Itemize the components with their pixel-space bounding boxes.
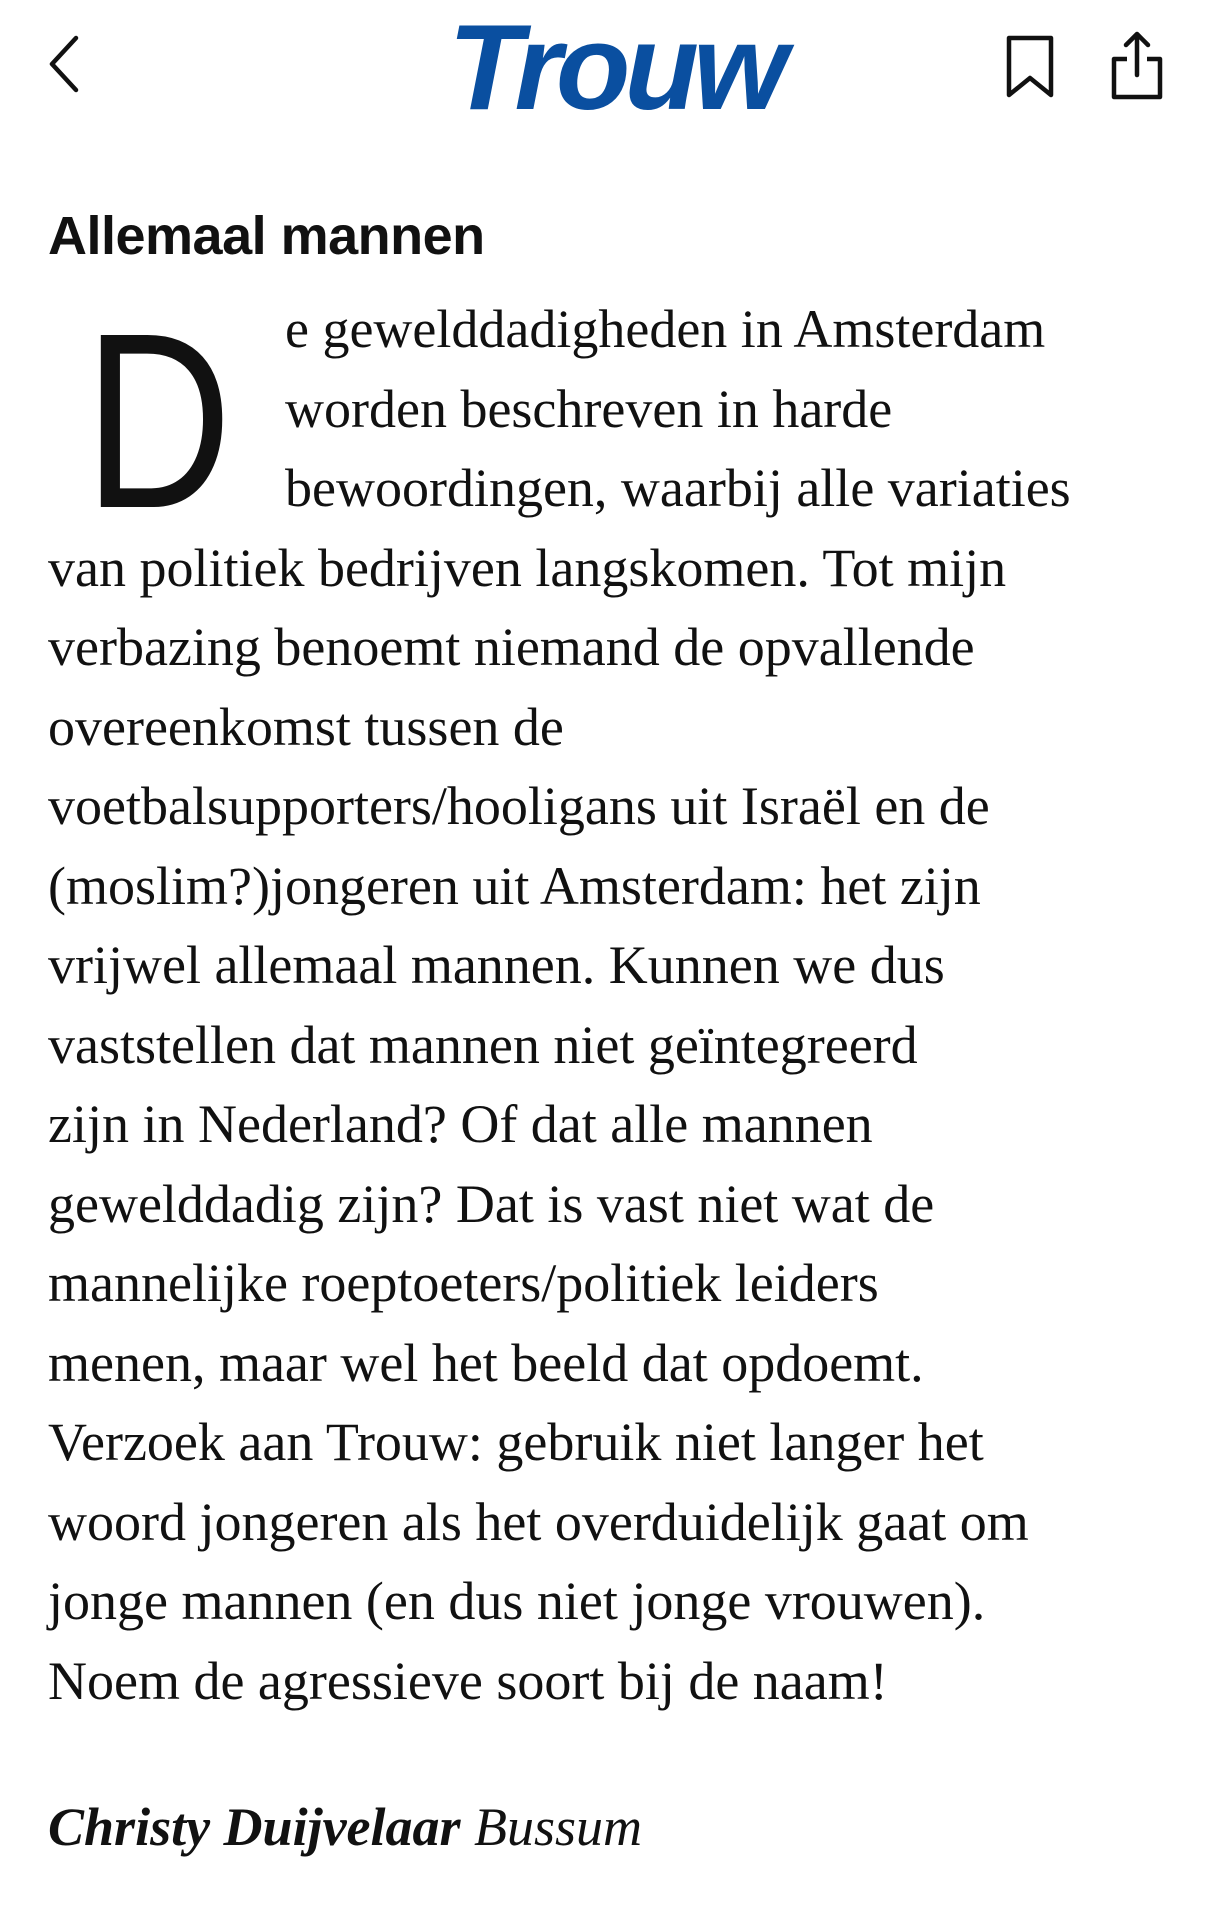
body-line: zijn in Nederland? Of dat alle mannen [48,1094,873,1154]
bookmark-button[interactable] [1000,30,1060,108]
back-button[interactable] [36,28,92,104]
body-line: Noem de agressieve soort bij de naam! [48,1650,888,1711]
article-body [48,281,1198,1721]
body-line: voetbalsupporters/hooligans uit Israël en de [48,776,990,836]
body-line: jonge mannen (en dus niet jonge vrouwen). [48,1571,986,1631]
article-headline: Allemaal mannen [48,206,485,266]
body-line: (moslim?)jongeren uit Amsterdam: het zijn [48,855,981,916]
body-line: worden beschreven in harde [285,378,893,439]
body-line: overeenkomst tussen de [48,696,564,757]
body-line: bewoordingen, waarbij alle variaties [285,458,1071,518]
body-line: e gewelddadigheden in Amsterdam [285,299,1046,359]
body-line: van politiek bedrijven langskomen. Tot mijn [48,537,1007,598]
share-button[interactable] [1105,26,1169,108]
author-place: Bussum [474,1797,643,1857]
body-line: vrijwel allemaal mannen. Kunnen we dus [48,935,945,995]
top-navigation-bar [0,0,1224,150]
body-line: vaststellen dat mannen niet geïntegreerd [48,1014,918,1075]
share-icon [1109,29,1165,105]
drop-cap: D [84,281,233,560]
body-line: verbazing benoemt niemand de opvallende [48,617,975,677]
trouw-logo: Trouw [448,0,782,135]
body-line: woord jongeren als het overduidelijk gaat om [48,1491,1029,1552]
bookmark-icon [1004,34,1056,104]
article-signature [48,1792,642,1862]
chevron-left-icon [44,32,84,100]
body-line: mannelijke roeptoeters/politiek leiders [48,1253,879,1313]
author-name: Christy Duijvelaar [48,1797,461,1857]
body-line: gewelddadig zijn? Dat is vast niet wat de [48,1173,935,1234]
body-line: menen, maar wel het beeld dat opdoemt. [48,1332,924,1393]
body-line: Verzoek aan Trouw: gebruik niet langer het [48,1412,984,1472]
